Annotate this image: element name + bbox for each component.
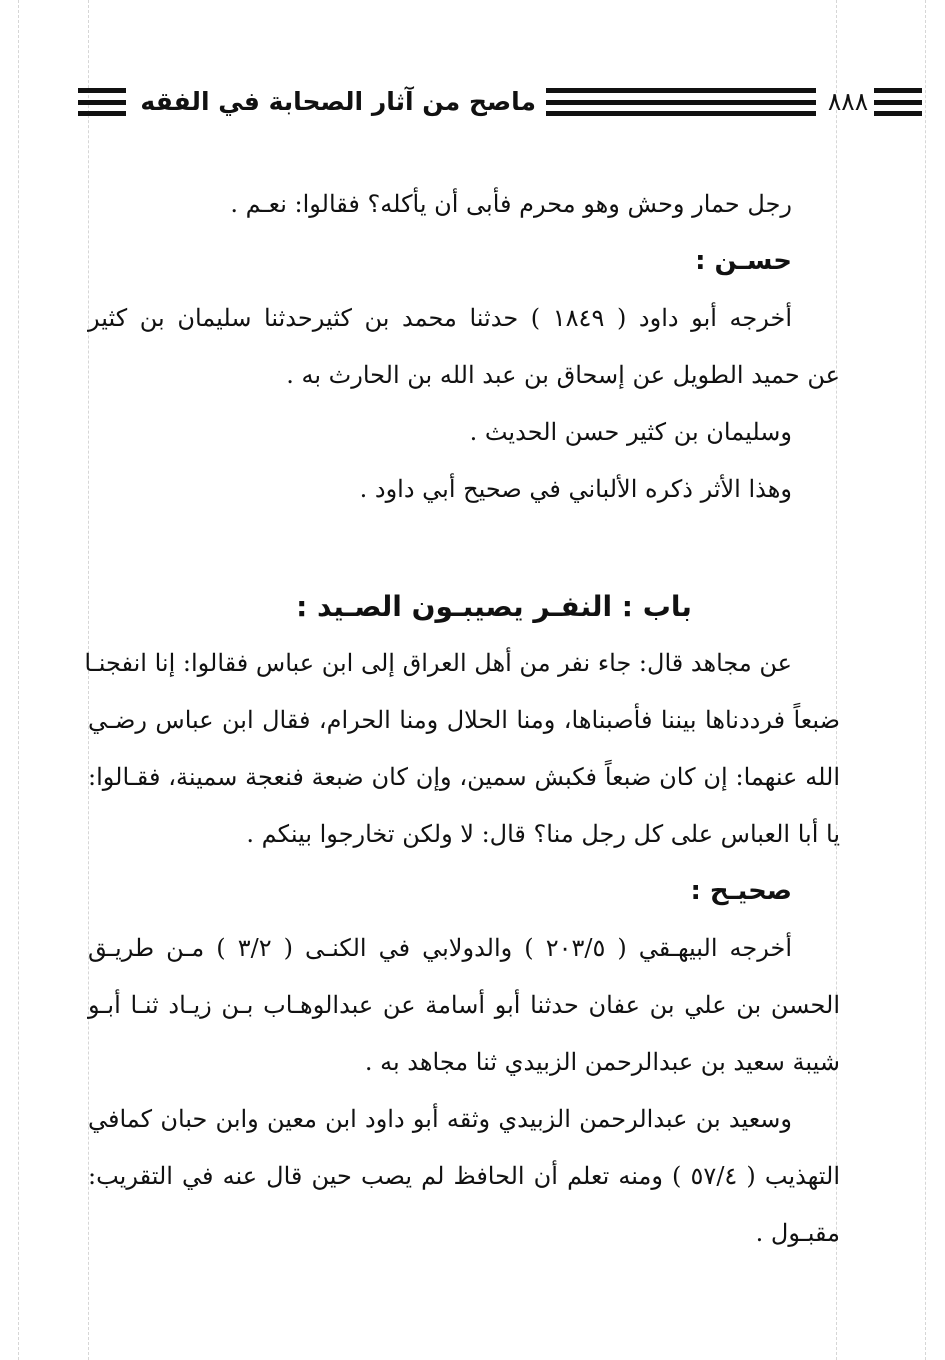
- header-rule: [874, 88, 922, 116]
- text-line: أخرجه البيهـقي ( ٢٠٣/٥ ) والدولابي في الكنـى ( ٣/٢ ) مـن طريـق: [88, 934, 792, 962]
- text-line: التهذيب ( ٥٧/٤ ) ومنه تعلم أن الحافظ لم يصب حين قال عنه في التقريب:: [88, 1162, 841, 1190]
- running-header: [78, 82, 869, 122]
- grading-heading: صحيـح :: [690, 876, 792, 906]
- scan-guide-line: [18, 0, 19, 1360]
- text-line: الحسن بن علي بن عفان حدثنا أبو أسامة عن عبدالوهـاب بـن زيـاد ثنـا أبـو: [88, 991, 840, 1019]
- page-body: [84, 176, 841, 1262]
- chapter-heading: باب : النفـر يصيبـون الصـيد :: [296, 590, 692, 623]
- text-line: يا أبا العباس على كل رجل منا؟ قال: لا ولكن تخارجوا بينكم .: [246, 820, 840, 848]
- text-line: وسعيد بن عبدالرحمن الزبيدي وثقه أبو داود ابن معين وابن حبان كمافي: [88, 1105, 792, 1133]
- page-number: ٨٨٨: [827, 87, 869, 116]
- text-line: أخرجه أبو داود ( ١٨٤٩ ) حدثنا محمد بن كثيرحدثنا سليمان بن كثير: [88, 304, 792, 332]
- text-line: الله عنهما: إن كان ضبعاً فكبش سمين، وإن كان ضبعة فنعجة سمينة، فقـالوا:: [88, 763, 840, 791]
- header-rule: [546, 88, 816, 116]
- text-line: وسليمان بن كثير حسن الحديث .: [469, 418, 792, 446]
- text-line: مقبـول .: [755, 1219, 840, 1247]
- scan-guide-line: [925, 0, 926, 1360]
- header-rule: [78, 88, 126, 116]
- text-line: رجل حمار وحش وهو محرم فأبى أن يأكله؟ فقالوا: نعـم .: [230, 190, 792, 218]
- text-line: وهذا الأثر ذكره الألباني في صحيح أبي داود .: [359, 475, 792, 503]
- text-line: عن مجاهد قال: جاء نفر من أهل العراق إلى ابن عباس فقالوا: إنا انفجنـا: [84, 649, 792, 677]
- text-line: شيبة سعيد بن عبدالرحمن الزبيدي ثنا مجاهد به .: [364, 1048, 840, 1076]
- text-line: ضبعاً فرددناها بيننا فأصبناها، ومنا الحلال ومنا الحرام، فقال ابن عباس رضـي: [88, 706, 840, 734]
- grading-heading: حسـن :: [695, 246, 792, 276]
- text-line: عن حميد الطويل عن إسحاق بن عبد الله بن الحارث به .: [286, 361, 840, 389]
- book-title: ماصح من آثار الصحابة في الفقه: [140, 87, 536, 116]
- section-gap: [88, 518, 840, 578]
